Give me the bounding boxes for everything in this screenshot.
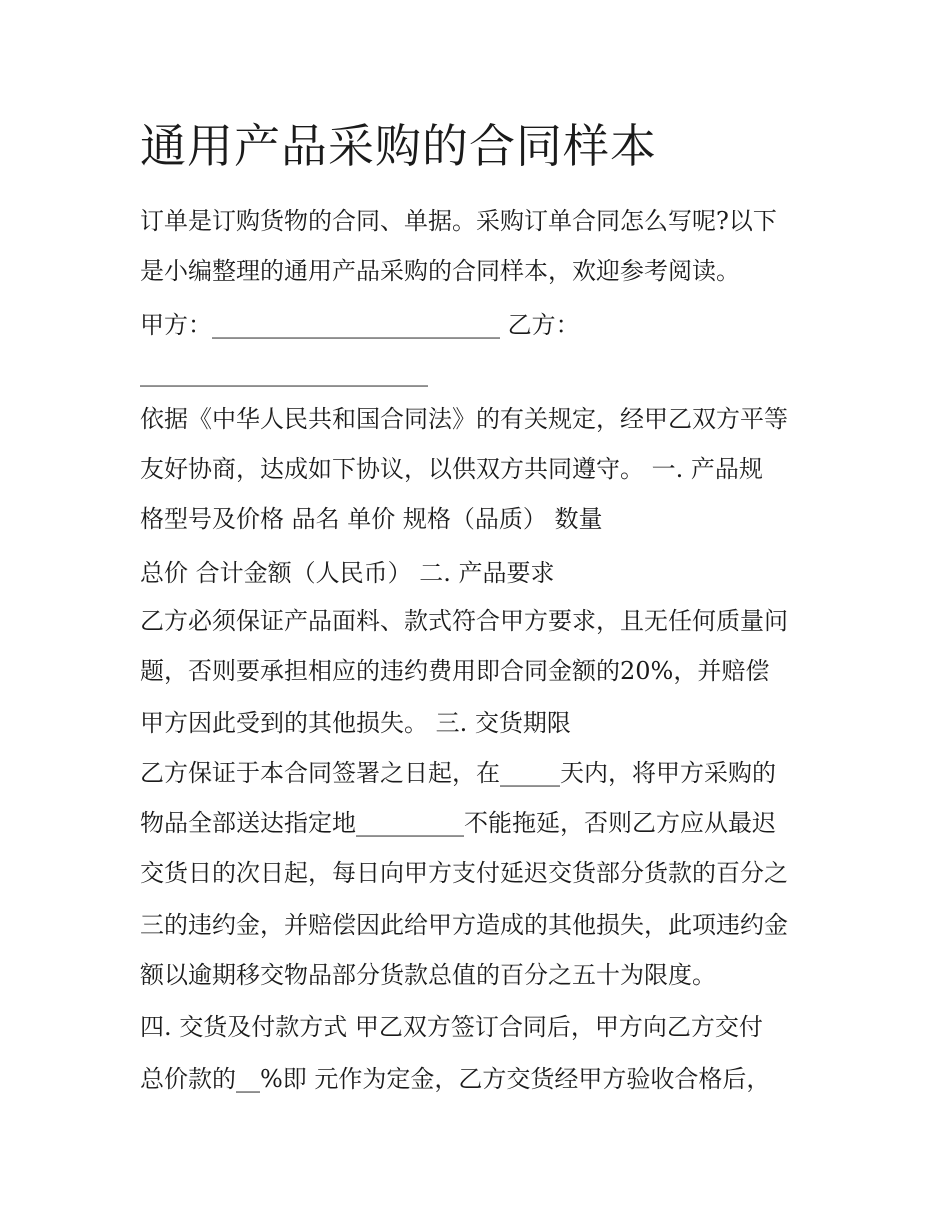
text-line: 乙方必须保证产品面料、款式符合甲方要求，且无任何质量问 [140, 607, 788, 635]
party-line: 甲方：________________________ 乙方： [140, 311, 580, 339]
text-line: 依据《中华人民共和国合同法》的有关规定，经甲乙双方平等 [140, 405, 788, 433]
text-line: 总价 合计金额（人民币） 二. 产品要求 [140, 559, 555, 587]
text-line: 格型号及价格 品名 单价 规格（品质） 数量 [140, 505, 603, 533]
text-line: 友好协商，达成如下协议，以供双方共同遵守。 一. 产品规 [140, 455, 763, 483]
text-line: 物品全部送达指定地_________不能拖延，否则乙方应从最迟 [140, 809, 776, 837]
text-line: 题，否则要承担相应的违约费用即合同金额的20%，并赔偿 [140, 657, 770, 685]
text-line: 是小编整理的通用产品采购的合同样本，欢迎参考阅读。 [140, 257, 740, 285]
text-line: 交货日的次日起，每日向甲方支付延迟交货部分货款的百分之 [140, 859, 788, 887]
text-line: 三的违约金，并赔偿因此给甲方造成的其他损失，此项违约金 [140, 911, 788, 939]
text-line: 额以逾期移交物品部分货款总值的百分之五十为限度。 [140, 961, 716, 989]
blank-line: ________________________ [140, 359, 428, 387]
text-line: 总价款的__%即 元作为定金，乙方交货经甲方验收合格后， [140, 1065, 771, 1093]
document-title: 通用产品采购的合同样本 [140, 119, 657, 173]
text-line: 甲方因此受到的其他损失。 三. 交货期限 [140, 709, 571, 737]
text-line: 四. 交货及付款方式 甲乙双方签订合同后，甲方向乙方交付 [140, 1013, 763, 1041]
text-line: 乙方保证于本合同签署之日起，在_____天内，将甲方采购的 [140, 759, 776, 787]
text-line: 订单是订购货物的合同、单据。采购订单合同怎么写呢?以下 [140, 207, 777, 235]
